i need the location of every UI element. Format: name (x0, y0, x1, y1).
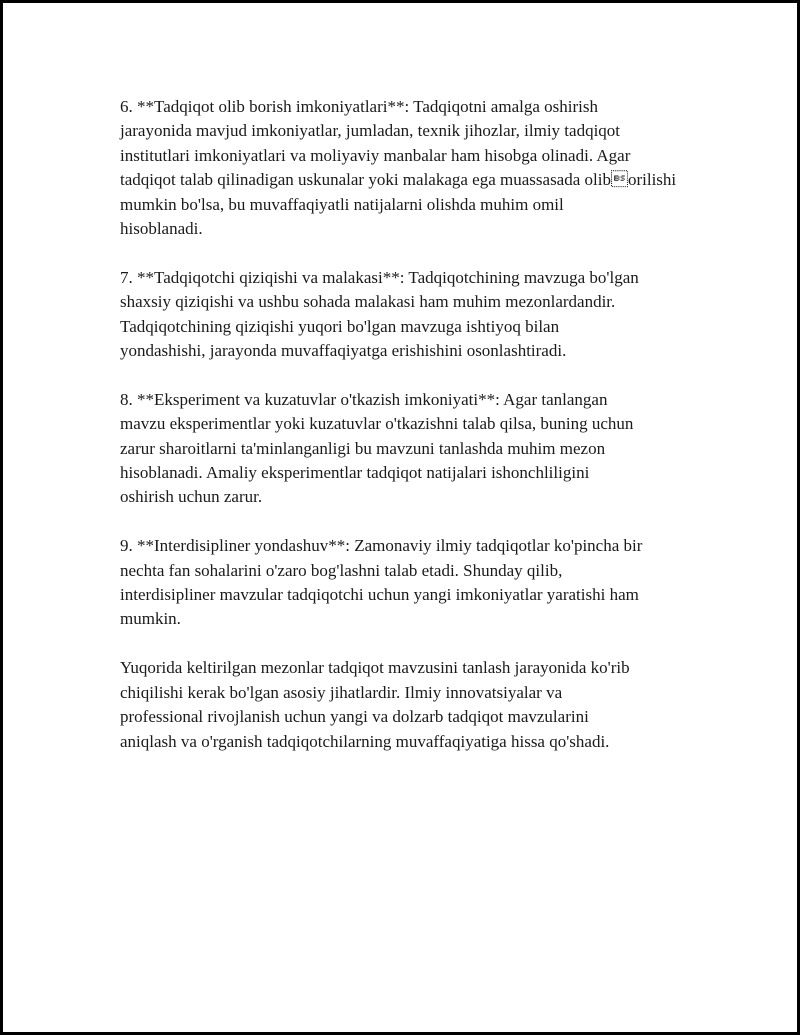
paragraph-criterion-9: 9. **Interdisipliner yondashuv**: Zamonaviy ilmiy tadqiqotlar ko'pincha bir nechta fan sohalarini o'zaro bog'lashni talab etadi. Shunday qilib, interdisipliner mavzular tadqiqotchi uchun yangi imkoniyatlar yaratishi ham mumkin. (120, 536, 643, 629)
paragraph-criterion-6: 6. **Tadqiqot olib borish imkoniyatlari**: Tadqiqotni amalga oshirish jarayonida mavjud imkoniyatlar, jumladan, texnik jihozlar, ilmiy tadqiqot institutlari imkoniyatlari va moliyaviy manbalar ham hisobga olinadi. Agar tadqiqot talab qilinadigan uskunalar yoki malakaga ega muassasada oliborilishi mumkin bo'lsa, bu muvaffaqiyatli natijalarni olishda muhim omil hisoblanadi. (120, 97, 677, 239)
paragraph-criterion-7: 7. **Tadqiqotchi qiziqishi va malakasi**: Tadqiqotchining mavzuga bo'lgan shaxsiy qiziqishi va ushbu sohada malakasi ham muhim mezonlardandir. Tadqiqotchining qiziqishi yuqori bo'lgan mavzuga ishtiyoq bilan yondashishi, jarayonda muvaffaqiyatga erishishini osonlashtiradi. (120, 267, 639, 361)
paragraph-conclusion: Yuqorida keltirilgan mezonlar tadqiqot mavzusini tanlash jarayonida ko'rib chiqilishi kerak bo'lgan asosiy jihatlardir. Ilmiy innovatsiyalar va professional rivojlanish uchun yangi va dolzarb tadqiqot mavzularini aniqlash va o'rganish tadqiqotchilarning muvaffaqiyatiga hissa qo'shadi. (120, 658, 630, 751)
paragraph-criterion-8: 8. **Eksperiment va kuzatuvlar o'tkazish imkoniyati**: Agar tanlangan mavzu eksperimentlar yoki kuzatuvlar o'tkazishni talab qilsa, buning uchun zarur sharoitlarni ta'minlanganligi bu mavzuni tanlashda muhim mezon hisoblanadi. Amaliy eksperimentlar tadqiqot natijalari ishonchliligini oshirish uchun zarur. (120, 389, 634, 507)
document-body (120, 95, 695, 778)
